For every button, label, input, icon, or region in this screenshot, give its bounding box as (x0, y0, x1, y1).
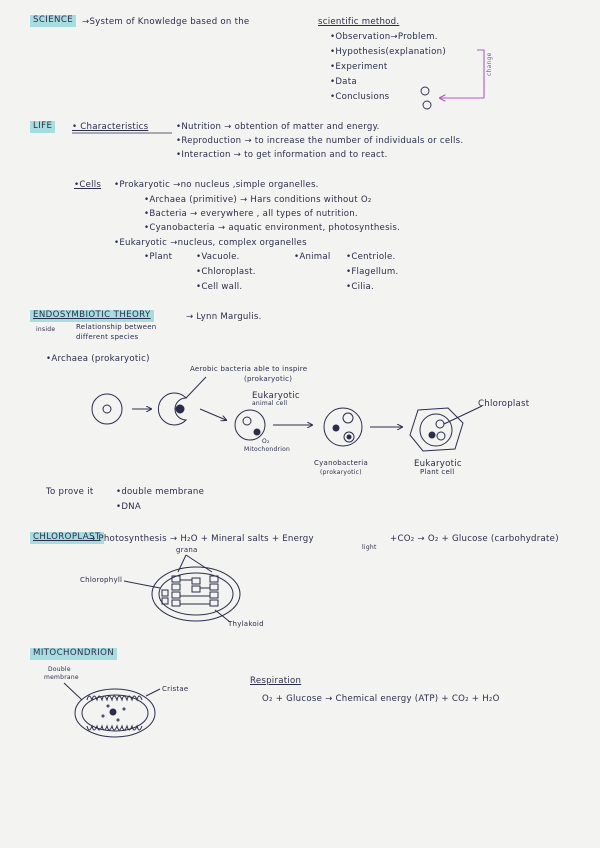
respiration-equation: O₂ + Glucose → Chemical energy (ATP) + CO₂ + H₂O (262, 694, 500, 704)
mitochondrion-heading: MITOCHONDRION (30, 648, 117, 660)
prok-bacteria: •Bacteria → everywhere , all types of nutrition. (144, 209, 358, 219)
step-hypothesis: •Hypothesis(explanation) (330, 47, 446, 57)
step-observation: •Observation→Problem. (330, 32, 438, 42)
aerobic-prokaryotic-label: (prokaryotic) (244, 375, 293, 383)
step-data: •Data (330, 77, 357, 87)
plant-cell-label: Plant cell (420, 468, 455, 476)
eukaryotic-line: •Eukaryotic →nucleus, complex organelles (114, 238, 307, 248)
o2-label: O₂ (262, 438, 270, 445)
plant-vacuole: •Vacuole. (196, 252, 240, 262)
thylakoid-label: Thylakoid (228, 620, 264, 628)
species-label: different species (76, 333, 139, 341)
change-label: change (486, 52, 493, 76)
animal-cell-label: animal cell (252, 400, 288, 407)
prove-dna: •DNA (116, 502, 141, 512)
light-label: light (362, 544, 377, 551)
conclusions-circle-icons (421, 87, 431, 109)
char-nutrition: •Nutrition → obtention of matter and energy. (176, 122, 380, 132)
cyanobacteria-label: Cyanobacteria (314, 459, 369, 467)
step-conclusions: •Conclusions (330, 92, 390, 102)
cells-label: •Cells (74, 180, 102, 190)
animal-cilia: •Cilia. (346, 282, 374, 292)
char-interaction: •Interaction → to get information and to react. (176, 150, 388, 160)
prokaryotic-line: •Prokaryotic →no nucleus ,simple organelles. (114, 180, 319, 190)
eukaryotic-plant-cell-icon (410, 406, 482, 451)
plant-cell-wall: •Cell wall. (196, 282, 243, 292)
chlorophyll-label: Chlorophyll (80, 576, 123, 584)
step-experiment: •Experiment (330, 62, 388, 72)
arrow-2 (200, 409, 226, 420)
animal-flagellum: •Flagellum. (346, 267, 399, 277)
photosynthesis-equation-a: → Photosynthesis → H₂O + Mineral salts + Energy (88, 534, 314, 544)
chloroplast-heading: CHLOROPLAST (30, 532, 104, 544)
eukaryotic-plant-label: Eukaryotic (414, 459, 462, 469)
archaea-label: •Archaea (prokaryotic) (46, 354, 150, 364)
membrane-label: membrane (44, 674, 79, 681)
author-lynn-margulis: → Lynn Margulis. (186, 312, 262, 322)
mitochondrion-drawing (64, 683, 160, 737)
engulfing-cell-icon (158, 377, 206, 425)
life-heading: LIFE (30, 121, 55, 133)
prok-cyanobacteria: •Cyanobacteria → aquatic environment, photosynthesis. (144, 223, 401, 233)
science-heading: SCIENCE (30, 15, 76, 27)
prok-archaea: •Archaea (primitive) → Hars conditions without O₂ (144, 195, 372, 205)
double-label: Double (48, 666, 71, 673)
animal-label: •Animal (294, 252, 331, 262)
aerobic-bacteria-label: Aerobic bacteria able to inspire (190, 365, 308, 373)
change-feedback-arrow (440, 50, 484, 98)
eukaryotic-animal-label: Eukaryotic (252, 391, 300, 401)
relationship-label: Relationship between (76, 323, 157, 331)
characteristics-label: • Characteristics (72, 122, 149, 132)
plant-label: •Plant (144, 252, 173, 262)
prove-double-membrane: •double membrane (116, 487, 205, 497)
cyanobacteria-prokaryotic-label: (prokaryotic) (320, 469, 362, 476)
grana-label: grana (176, 546, 198, 554)
endosymbiotic-heading: ENDOSYMBIOTIC THEORY (30, 310, 154, 322)
inside-label: inside (36, 326, 56, 333)
mitochondrion-label: Mitochondrion (244, 446, 291, 453)
cristae-label: Cristae (162, 685, 189, 693)
char-reproduction: •Reproduction → to increase the number of individuals or cells. (176, 136, 464, 146)
science-definition: →System of Knowledge based on the (82, 17, 250, 27)
eukaryotic-animal-cell-icon (235, 410, 265, 440)
animal-centriole: •Centriole. (346, 252, 396, 262)
chloroplast-diagram-label: Chloroplast (478, 399, 530, 409)
chloroplast-drawing (124, 555, 240, 622)
plant-chloroplast: •Chloroplast. (196, 267, 256, 277)
archaea-cell-icon (92, 394, 122, 424)
photosynthesis-equation-b: +CO₂ → O₂ + Glucose (carbohydrate) (390, 534, 559, 544)
to-prove-label: To prove it (46, 487, 94, 497)
respiration-heading: Respiration (250, 676, 302, 686)
cyanobacteria-engulfing-cell-icon (324, 408, 362, 446)
scientific-method-link: scientific method. (318, 17, 400, 27)
